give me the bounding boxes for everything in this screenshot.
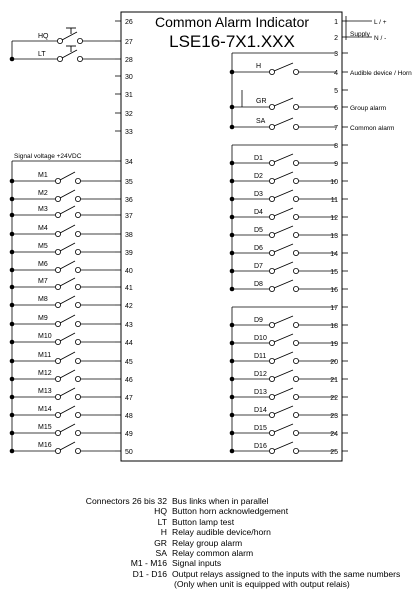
input-junction-dot bbox=[10, 213, 15, 218]
output-contact-terminal-b bbox=[293, 340, 298, 345]
left-pin-number: 43 bbox=[125, 322, 133, 329]
left-pin-number: 38 bbox=[125, 232, 133, 239]
output-contact-terminal-a bbox=[269, 322, 274, 327]
output-contact-blade bbox=[274, 316, 293, 324]
device-title: Common Alarm Indicator bbox=[154, 14, 310, 30]
output-contact-terminal-b bbox=[293, 196, 298, 201]
lt-button-contact-blade bbox=[62, 50, 77, 58]
right-pin-number: 20 bbox=[330, 359, 338, 366]
input-contact-blade bbox=[60, 278, 75, 286]
device-model: LSE16-7X1.XXX bbox=[169, 32, 295, 51]
right-pin-number: 2 bbox=[334, 35, 338, 42]
input-label: M15 bbox=[38, 424, 52, 431]
input-junction-dot bbox=[10, 232, 15, 237]
right-pin-number: 21 bbox=[330, 377, 338, 384]
output-contact-terminal-b bbox=[293, 286, 298, 291]
relay-contact-terminal-b bbox=[293, 104, 298, 109]
input-junction-dot bbox=[10, 340, 15, 345]
output-contact-terminal-a bbox=[269, 250, 274, 255]
output-label: D16 bbox=[254, 443, 267, 450]
right-pin-number: 19 bbox=[330, 341, 338, 348]
left-pin-number: 28 bbox=[125, 57, 133, 64]
right-pin-number: 8 bbox=[334, 143, 338, 150]
hq-button-contact-blade bbox=[62, 32, 77, 40]
output-contact-terminal-b bbox=[293, 268, 298, 273]
input-contact-terminal-b bbox=[75, 212, 80, 217]
input-label: M5 bbox=[38, 243, 48, 250]
signal-voltage-label: Signal voltage +24VDC bbox=[14, 153, 82, 160]
output-label: D13 bbox=[254, 389, 267, 396]
input-label: M14 bbox=[38, 406, 52, 413]
output-label: D11 bbox=[254, 353, 267, 360]
input-contact-terminal-b bbox=[75, 412, 80, 417]
input-contact-terminal-b bbox=[75, 231, 80, 236]
output-contact-blade bbox=[274, 190, 293, 198]
input-junction-dot bbox=[10, 449, 15, 454]
output-label: D14 bbox=[254, 407, 267, 414]
input-label: M16 bbox=[38, 442, 52, 449]
legend-value: Relay audible device/horn bbox=[172, 527, 271, 538]
output-contact-terminal-a bbox=[269, 268, 274, 273]
left-pin-number: 30 bbox=[125, 74, 133, 81]
relay-junction-dot bbox=[230, 125, 235, 130]
left-pin-number: 46 bbox=[125, 377, 133, 384]
input-contact-blade bbox=[60, 225, 75, 233]
output-contact-blade bbox=[274, 388, 293, 396]
output-junction-dot bbox=[230, 359, 235, 364]
input-contact-terminal-a bbox=[55, 267, 60, 272]
output-junction-dot bbox=[230, 269, 235, 274]
output-contact-terminal-a bbox=[269, 430, 274, 435]
output-contact-terminal-b bbox=[293, 322, 298, 327]
right-pin-number: 15 bbox=[330, 269, 338, 276]
audible-device-label: Audible device / Horn bbox=[350, 70, 412, 77]
output-contact-terminal-a bbox=[269, 448, 274, 453]
legend-key: HQ bbox=[154, 506, 167, 517]
output-label: D7 bbox=[254, 263, 263, 270]
relay-junction-dot bbox=[230, 105, 235, 110]
common-alarm-label: Common alarm bbox=[350, 125, 395, 132]
output-contact-terminal-a bbox=[269, 232, 274, 237]
left-pin-number: 40 bbox=[125, 268, 133, 275]
output-contact-terminal-a bbox=[269, 214, 274, 219]
lt-button-contact-terminal-a bbox=[57, 56, 62, 61]
output-label: D3 bbox=[254, 191, 263, 198]
input-contact-blade bbox=[60, 296, 75, 304]
input-contact-terminal-a bbox=[55, 394, 60, 399]
output-contact-blade bbox=[274, 334, 293, 342]
output-contact-terminal-b bbox=[293, 160, 298, 165]
input-junction-dot bbox=[10, 413, 15, 418]
output-label: D10 bbox=[254, 335, 267, 342]
output-label: D4 bbox=[254, 209, 263, 216]
input-junction-dot bbox=[10, 179, 15, 184]
output-label: D2 bbox=[254, 173, 263, 180]
output-contact-terminal-a bbox=[269, 412, 274, 417]
right-pin-number: 9 bbox=[334, 161, 338, 168]
right-pin-number: 24 bbox=[330, 431, 338, 438]
hq-button-contact-terminal-b bbox=[77, 38, 82, 43]
output-junction-dot bbox=[230, 179, 235, 184]
output-junction-dot bbox=[230, 431, 235, 436]
left-pin-number: 45 bbox=[125, 359, 133, 366]
right-pin-number: 23 bbox=[330, 413, 338, 420]
right-pin-number: 18 bbox=[330, 323, 338, 330]
relay-label: H bbox=[256, 63, 262, 70]
supply-label: Supply bbox=[350, 31, 370, 38]
input-contact-blade bbox=[60, 352, 75, 360]
left-pin-number: 49 bbox=[125, 431, 133, 438]
output-contact-blade bbox=[274, 424, 293, 432]
input-label: M11 bbox=[38, 352, 52, 359]
input-contact-terminal-a bbox=[55, 196, 60, 201]
input-contact-blade bbox=[60, 206, 75, 214]
output-contact-terminal-a bbox=[269, 394, 274, 399]
right-pin-number: 25 bbox=[330, 449, 338, 456]
output-label: D8 bbox=[254, 281, 263, 288]
output-junction-dot bbox=[230, 323, 235, 328]
left-pin-number: 37 bbox=[125, 213, 133, 220]
legend-key: Connectors 26 bis 32 bbox=[85, 496, 167, 506]
output-contact-blade bbox=[274, 442, 293, 450]
input-contact-terminal-b bbox=[75, 321, 80, 326]
input-contact-terminal-a bbox=[55, 376, 60, 381]
input-junction-dot bbox=[10, 377, 15, 382]
hq-label: HQ bbox=[38, 33, 49, 40]
input-contact-blade bbox=[60, 243, 75, 251]
right-pin-number: 14 bbox=[330, 251, 338, 258]
input-contact-terminal-a bbox=[55, 284, 60, 289]
output-contact-blade bbox=[274, 352, 293, 360]
supply-n-label: N / - bbox=[374, 35, 387, 42]
input-contact-blade bbox=[60, 190, 75, 198]
left-pin-number: 42 bbox=[125, 303, 133, 310]
input-contact-terminal-a bbox=[55, 339, 60, 344]
output-contact-terminal-b bbox=[293, 376, 298, 381]
legend-key: D1 - D16 bbox=[132, 568, 167, 579]
output-junction-dot bbox=[230, 161, 235, 166]
input-contact-blade bbox=[60, 442, 75, 450]
input-label: M1 bbox=[38, 172, 48, 179]
lt-label: LT bbox=[38, 51, 46, 58]
input-contact-blade bbox=[60, 333, 75, 341]
left-pin-number: 33 bbox=[125, 129, 133, 136]
output-contact-terminal-b bbox=[293, 214, 298, 219]
input-junction-dot bbox=[10, 431, 15, 436]
output-label: D15 bbox=[254, 425, 267, 432]
legend-value: Relay group alarm bbox=[172, 537, 243, 548]
input-contact-terminal-a bbox=[55, 358, 60, 363]
input-junction-dot bbox=[10, 268, 15, 273]
output-contact-terminal-b bbox=[293, 250, 298, 255]
right-pin-number: 12 bbox=[330, 215, 338, 222]
left-pin-number: 32 bbox=[125, 111, 133, 118]
input-label: M13 bbox=[38, 388, 52, 395]
legend-value: Button horn acknowledgement bbox=[172, 506, 289, 517]
left-pin-number: 50 bbox=[125, 449, 133, 456]
input-label: M8 bbox=[38, 296, 48, 303]
output-contact-terminal-a bbox=[269, 340, 274, 345]
input-contact-blade bbox=[60, 406, 75, 414]
output-junction-dot bbox=[230, 197, 235, 202]
input-label: M12 bbox=[38, 370, 52, 377]
left-pin-number: 27 bbox=[125, 39, 133, 46]
input-junction-dot bbox=[10, 303, 15, 308]
legend-key: M1 - M16 bbox=[130, 558, 167, 569]
output-junction-dot bbox=[230, 449, 235, 454]
output-contact-terminal-a bbox=[269, 376, 274, 381]
output-contact-blade bbox=[274, 280, 293, 288]
output-contact-terminal-b bbox=[293, 448, 298, 453]
input-junction-dot bbox=[10, 197, 15, 202]
input-contact-terminal-b bbox=[75, 376, 80, 381]
output-contact-blade bbox=[274, 172, 293, 180]
input-contact-terminal-b bbox=[75, 358, 80, 363]
output-label: D6 bbox=[254, 245, 263, 252]
input-junction-dot bbox=[10, 285, 15, 290]
output-contact-blade bbox=[274, 226, 293, 234]
output-junction-dot bbox=[230, 395, 235, 400]
supply-l-label: L / + bbox=[374, 19, 387, 26]
input-contact-terminal-a bbox=[55, 249, 60, 254]
legend-key: SA bbox=[155, 548, 167, 558]
input-contact-blade bbox=[60, 261, 75, 269]
output-contact-terminal-b bbox=[293, 430, 298, 435]
relay-contact-terminal-a bbox=[269, 104, 274, 109]
input-contact-terminal-b bbox=[75, 394, 80, 399]
input-contact-terminal-a bbox=[55, 448, 60, 453]
input-contact-terminal-a bbox=[55, 231, 60, 236]
input-contact-blade bbox=[60, 424, 75, 432]
output-junction-dot bbox=[230, 287, 235, 292]
right-pin-number: 1 bbox=[334, 19, 338, 26]
legend-key: GR bbox=[154, 537, 167, 548]
left-pin-number: 44 bbox=[125, 340, 133, 347]
left-pin-number: 47 bbox=[125, 395, 133, 402]
input-label: M6 bbox=[38, 261, 48, 268]
input-contact-blade bbox=[60, 315, 75, 323]
output-contact-terminal-b bbox=[293, 178, 298, 183]
right-pin-number: 17 bbox=[330, 305, 338, 312]
right-pin-number: 11 bbox=[330, 197, 338, 204]
lt-button-contact-terminal-b bbox=[77, 56, 82, 61]
right-pin-number: 5 bbox=[334, 88, 338, 95]
output-contact-blade bbox=[274, 154, 293, 162]
relay-label: GR bbox=[256, 98, 267, 105]
relay-contact-terminal-a bbox=[269, 124, 274, 129]
right-pin-number: 7 bbox=[334, 125, 338, 132]
left-pin-number: 41 bbox=[125, 285, 133, 292]
input-label: M4 bbox=[38, 225, 48, 232]
relay-contact-terminal-a bbox=[269, 69, 274, 74]
input-contact-terminal-a bbox=[55, 430, 60, 435]
output-contact-terminal-a bbox=[269, 286, 274, 291]
output-junction-dot bbox=[230, 341, 235, 346]
output-label: D9 bbox=[254, 317, 263, 324]
output-junction-dot bbox=[230, 233, 235, 238]
left-pin-number: 48 bbox=[125, 413, 133, 420]
output-contact-terminal-b bbox=[293, 232, 298, 237]
input-contact-terminal-a bbox=[55, 212, 60, 217]
input-junction-dot bbox=[10, 395, 15, 400]
relay-contact-blade bbox=[274, 98, 293, 106]
input-contact-blade bbox=[60, 388, 75, 396]
output-junction-dot bbox=[230, 251, 235, 256]
input-contact-terminal-b bbox=[75, 302, 80, 307]
relay-contact-terminal-b bbox=[293, 69, 298, 74]
input-label: M9 bbox=[38, 315, 48, 322]
output-contact-terminal-a bbox=[269, 178, 274, 183]
legend-value: Output relays assigned to the inputs with the same numbers bbox=[172, 568, 401, 579]
right-pin-number: 10 bbox=[330, 179, 338, 186]
input-contact-terminal-b bbox=[75, 249, 80, 254]
button-junction-dot bbox=[10, 57, 15, 62]
input-contact-terminal-b bbox=[75, 339, 80, 344]
legend-key: LT bbox=[157, 516, 167, 527]
input-contact-terminal-b bbox=[75, 430, 80, 435]
group-alarm-label: Group alarm bbox=[350, 105, 387, 112]
input-contact-blade bbox=[60, 370, 75, 378]
output-junction-dot bbox=[230, 377, 235, 382]
input-contact-terminal-a bbox=[55, 412, 60, 417]
output-contact-terminal-a bbox=[269, 160, 274, 165]
input-contact-blade bbox=[60, 172, 75, 180]
output-contact-blade bbox=[274, 208, 293, 216]
left-pin-number: 36 bbox=[125, 197, 133, 204]
relay-contact-blade bbox=[274, 118, 293, 126]
relay-label: SA bbox=[256, 118, 266, 125]
output-contact-blade bbox=[274, 244, 293, 252]
input-contact-terminal-b bbox=[75, 196, 80, 201]
input-contact-terminal-a bbox=[55, 321, 60, 326]
left-pin-number: 34 bbox=[125, 159, 133, 166]
relay-contact-terminal-b bbox=[293, 124, 298, 129]
output-label: D5 bbox=[254, 227, 263, 234]
output-contact-terminal-b bbox=[293, 394, 298, 399]
input-contact-terminal-b bbox=[75, 448, 80, 453]
left-pin-number: 26 bbox=[125, 19, 133, 26]
input-label: M7 bbox=[38, 278, 48, 285]
right-pin-number: 13 bbox=[330, 233, 338, 240]
legend-note: (Only when unit is equipped with output relais) bbox=[174, 579, 350, 589]
right-pin-number: 22 bbox=[330, 395, 338, 402]
input-junction-dot bbox=[10, 322, 15, 327]
right-pin-number: 6 bbox=[334, 105, 338, 112]
legend-key: H bbox=[160, 527, 167, 538]
input-label: M10 bbox=[38, 333, 52, 340]
output-contact-blade bbox=[274, 370, 293, 378]
input-contact-terminal-b bbox=[75, 178, 80, 183]
output-contact-blade bbox=[274, 406, 293, 414]
output-label: D12 bbox=[254, 371, 267, 378]
input-contact-terminal-a bbox=[55, 178, 60, 183]
input-junction-dot bbox=[10, 359, 15, 364]
input-label: M2 bbox=[38, 190, 48, 197]
legend-value: Button lamp test bbox=[172, 516, 235, 527]
output-label: D1 bbox=[254, 155, 263, 162]
output-contact-terminal-b bbox=[293, 412, 298, 417]
output-contact-terminal-a bbox=[269, 196, 274, 201]
output-junction-dot bbox=[230, 413, 235, 418]
left-pin-number: 39 bbox=[125, 250, 133, 257]
output-contact-terminal-b bbox=[293, 358, 298, 363]
right-pin-number: 16 bbox=[330, 287, 338, 294]
input-contact-terminal-b bbox=[75, 267, 80, 272]
left-pin-number: 35 bbox=[125, 179, 133, 186]
input-junction-dot bbox=[10, 250, 15, 255]
right-pin-number: 3 bbox=[334, 51, 338, 58]
right-pin-number: 4 bbox=[334, 70, 338, 77]
legend-value: Signal inputs bbox=[172, 558, 222, 569]
legend-value: Bus links when in parallel bbox=[172, 496, 269, 506]
output-contact-terminal-a bbox=[269, 358, 274, 363]
legend bbox=[0, 484, 420, 589]
legend-value: Relay common alarm bbox=[172, 548, 254, 558]
left-pin-number: 31 bbox=[125, 92, 133, 99]
output-junction-dot bbox=[230, 215, 235, 220]
hq-button-contact-terminal-a bbox=[57, 38, 62, 43]
input-label: M3 bbox=[38, 206, 48, 213]
output-contact-blade bbox=[274, 262, 293, 270]
input-contact-terminal-a bbox=[55, 302, 60, 307]
relay-contact-blade bbox=[274, 63, 293, 71]
relay-junction-dot bbox=[230, 70, 235, 75]
input-contact-terminal-b bbox=[75, 284, 80, 289]
